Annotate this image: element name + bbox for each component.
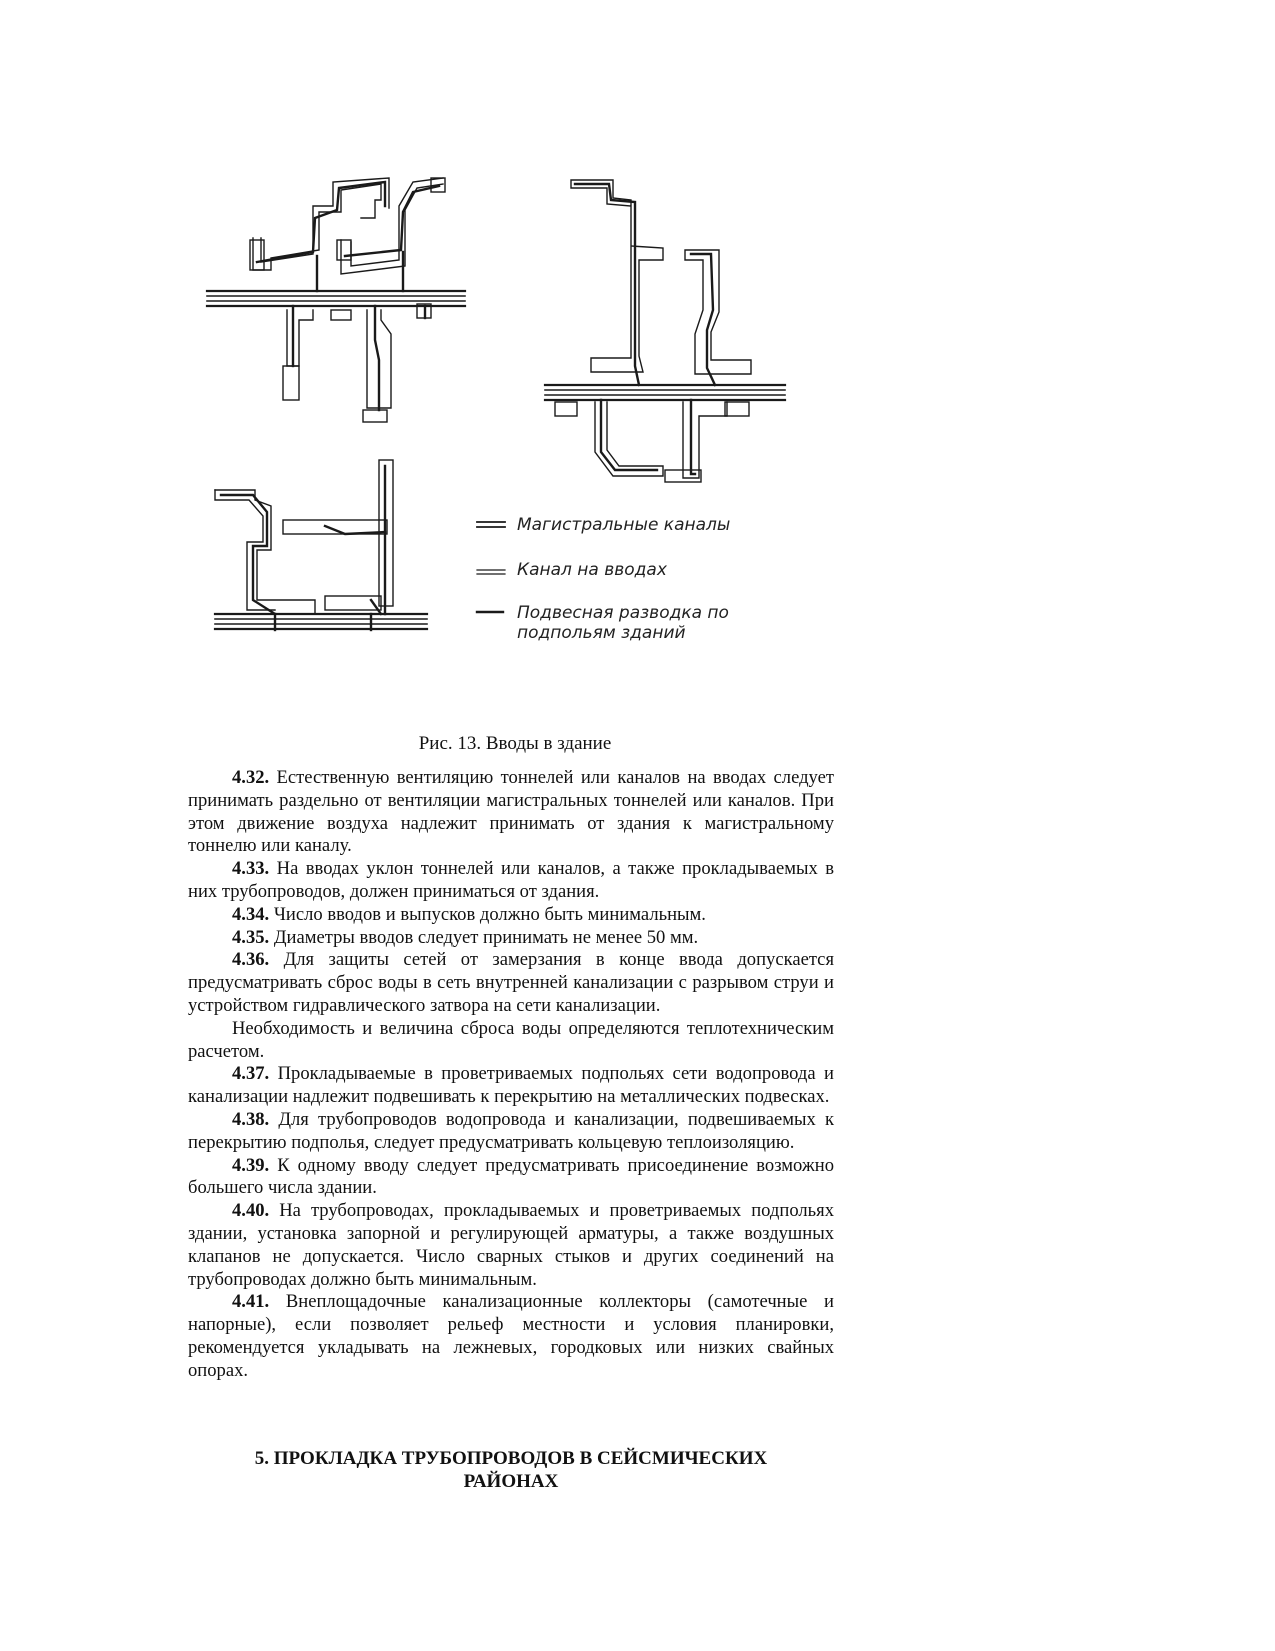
clause-text: Прокладываемые в проветриваемых подпольях сети водопровода и канализации надлежит подвешивать к перекрытию на металлических подвесках.: [188, 1063, 834, 1108]
clause-text: Для трубопроводов водопровода и канализации, подвешиваемых к перекрытию подполья, следует предусматривать кольцевую теплоизоляцию.: [188, 1108, 834, 1153]
legend-inlet-channel-label: Канал на вводах: [517, 560, 667, 580]
clause-text: Число вводов и выпусков должно быть минимальным.: [269, 903, 706, 925]
paragraph-4-33: [188, 858, 834, 904]
paragraph-4-36-note: [188, 1018, 834, 1064]
clause-text: Диаметры вводов следует принимать не менее 50 мм.: [269, 926, 699, 948]
clause-number: 4.33.: [232, 858, 270, 880]
legend-inlet-channel-symbol: [477, 570, 505, 574]
legend-main-channel-label: Магистральные каналы: [517, 515, 731, 535]
clause-number: 4.36.: [232, 949, 270, 971]
inlet-diagram-svg: [195, 170, 845, 690]
paragraph-4-37: [188, 1063, 834, 1109]
clause-text: Необходимость и величина сброса воды определяются теплотехническим расчетом.: [188, 1017, 834, 1062]
legend: [477, 515, 730, 643]
paragraph-4-40: [188, 1200, 834, 1291]
section-heading-line2: РАЙОНАХ: [463, 1471, 559, 1492]
clause-number: 4.35.: [232, 926, 270, 948]
clause-number: 4.34.: [232, 903, 270, 925]
body-text: [188, 767, 834, 1383]
clause-number: 4.39.: [232, 1154, 270, 1176]
paragraph-4-32: [188, 767, 834, 858]
legend-suspended-pipe-label-line1: Подвесная разводка по: [517, 603, 729, 623]
legend-suspended-pipe-label-line2: подпольям зданий: [517, 623, 686, 643]
diagram-a: [207, 178, 465, 422]
legend-main-channel-symbol: [477, 522, 505, 527]
figure-building-inlets: [195, 170, 845, 690]
diagram-c: [215, 460, 427, 630]
paragraph-4-34: [188, 904, 834, 927]
clause-text: Для защиты сетей от замерзания в конце ввода допускается предусматривать сброс воды в сеть внутренней канализации с разрывом струи и устройством гидравлического затвора на сети канализации.: [188, 949, 834, 1016]
paragraph-4-38: [188, 1109, 834, 1155]
figure-caption: Рис. 13. Вводы в здание: [418, 733, 612, 754]
clause-number: 4.32.: [232, 767, 270, 788]
paragraph-4-35: [188, 927, 834, 950]
clause-number: 4.40.: [232, 1200, 270, 1222]
clause-text: На вводах уклон тоннелей или каналов, а также прокладываемых в них трубопроводов, должен приниматься от здания.: [188, 858, 834, 902]
clause-text: Естественную вентиляцию тоннелей или каналов на вводах следует принимать раздельно от вентиляции магистральных тоннелей или каналов. При этом движение воздуха надлежит принимать от здания к магистральному тоннелю или каналу.: [188, 767, 834, 857]
paragraph-4-39: [188, 1155, 834, 1201]
diagram-b: [545, 180, 785, 482]
clause-text: На трубопроводах, прокладываемых и проветриваемых подпольях здании, установка запорной и регулирующей арматуры, а также воздушных клапанов не допускается. Число сварных стыков и других соединений на трубопроводах должно быть минимальным.: [188, 1200, 834, 1290]
clause-text: Внеплощадочные канализационные коллекторы (самотечные и напорные), если позволяет рельеф местности и условия планировки, рекомендуется укладывать на лежневых, городковых или низких свайных опорах.: [188, 1291, 834, 1381]
paragraph-4-36: [188, 949, 834, 1017]
clause-number: 4.38.: [232, 1108, 270, 1130]
clause-text: К одному вводу следует предусматривать присоединение возможно большего числа здании.: [188, 1154, 834, 1199]
clause-number: 4.41.: [232, 1291, 270, 1313]
paragraph-4-41: [188, 1291, 834, 1382]
clause-number: 4.37.: [232, 1063, 270, 1085]
section-heading-line1: 5. ПРОКЛАДКА ТРУБОПРОВОДОВ В СЕЙСМИЧЕСКИХ: [254, 1448, 768, 1469]
section-heading: [188, 1447, 834, 1493]
